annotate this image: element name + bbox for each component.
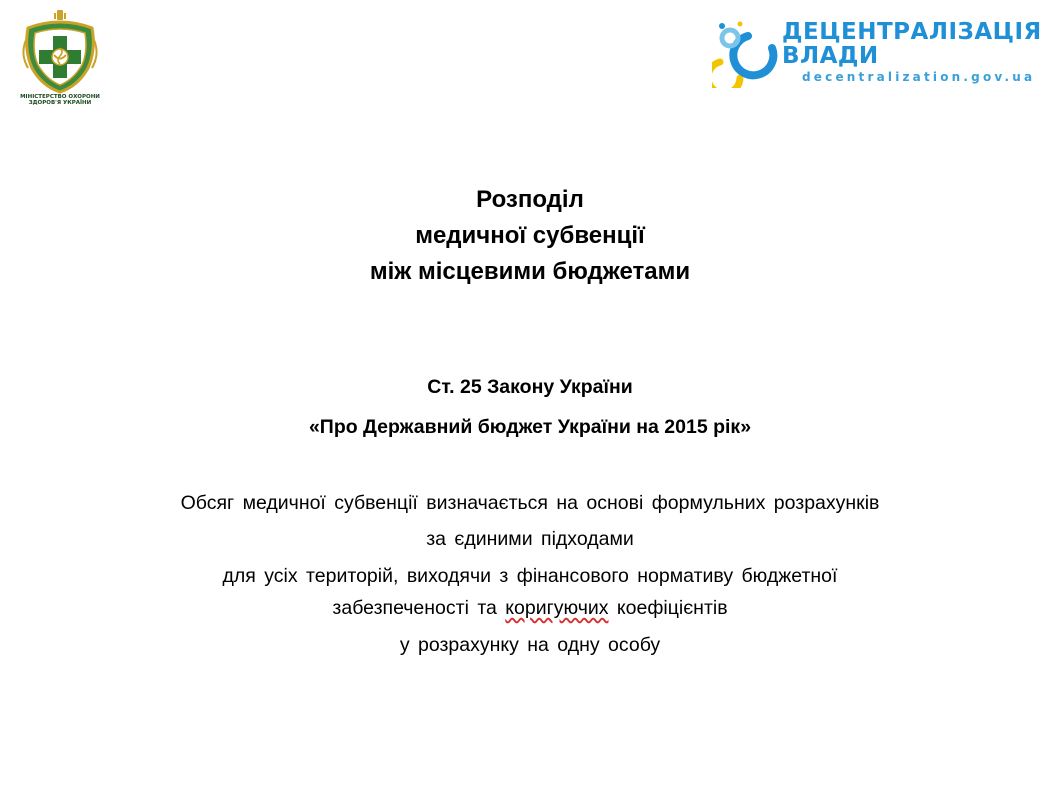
spellcheck-underlined-word: коригуючих: [505, 597, 609, 619]
decentralization-url[interactable]: decentralization.gov.ua: [802, 70, 1036, 84]
decentralization-mark-icon: [712, 18, 782, 88]
body-line-2: за єдиними підходами: [426, 528, 634, 550]
body-line-1: Обсяг медичної субвенції визначається на основі формульних розрахунків: [180, 492, 880, 514]
title-line-1: Розподіл: [476, 186, 584, 213]
law-article: Ст. 25 Закону України: [427, 376, 633, 398]
body-line-5: у розрахунку на одну особу: [399, 634, 661, 656]
body-line-3: для усіх територій, виходячи з фінансового нормативу бюджетної: [222, 565, 838, 587]
decentralization-title-line2: ВЛАДИ: [782, 43, 879, 69]
body-line-4: [0, 597, 1060, 620]
title-line-2: медичної субвенції: [415, 222, 645, 249]
ministry-caption: МІНІСТЕРСТВО ОХОРОНИ ЗДОРОВ'Я УКРАЇНИ: [20, 94, 100, 106]
ministry-of-health-logo: [18, 10, 102, 120]
ministry-of-health-emblem-icon: [18, 10, 102, 94]
decentralization-logo[interactable]: [712, 18, 1042, 88]
body-line-4-part1: забезпеченості та: [332, 597, 506, 619]
slide-title: [0, 182, 1060, 290]
body-line-4-part2: коефіцієнтів: [608, 597, 728, 619]
title-line-3: між місцевими бюджетами: [369, 258, 691, 285]
law-name: «Про Державний бюджет України на 2015 рік»: [308, 416, 752, 438]
decentralization-title-line1: ДЕЦЕНТРАЛІЗАЦІЯ: [782, 19, 1042, 45]
